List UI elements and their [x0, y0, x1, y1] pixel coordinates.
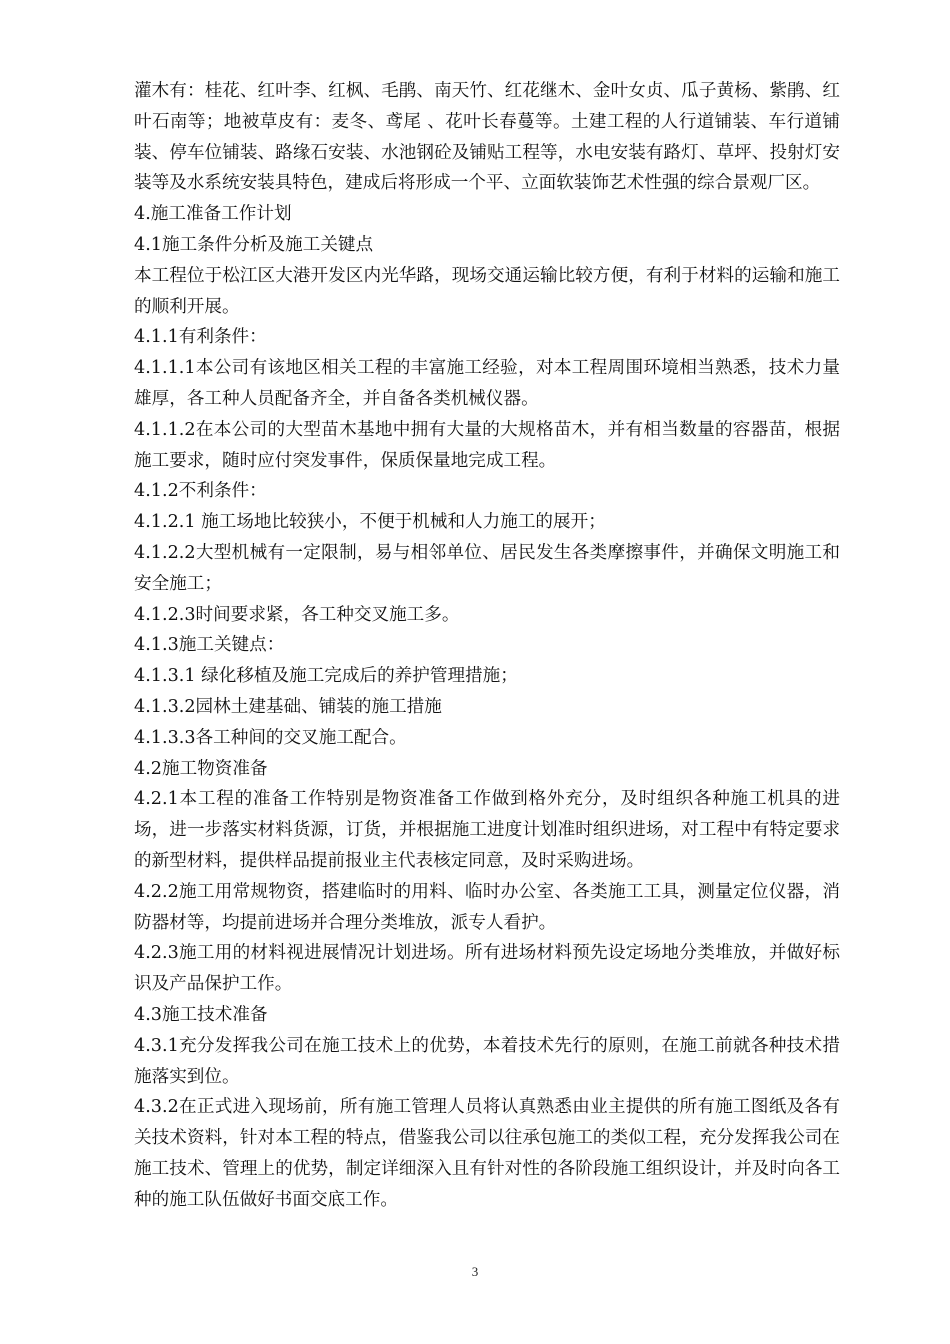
paragraph-4-1-2-1: 4.1.2.1 施工场地比较狭小，不便于机械和人力施工的展开； [134, 512, 606, 533]
paragraph-4-1-1-1: 4.1.1.1本公司有该地区相关工程的丰富施工经验，对本工程周围环境相当熟悉，技术力量雄厚，各工种人员配备齐全，并自备各类机械仪器。 [134, 358, 840, 409]
paragraph-4-2-1: 4.2.1本工程的准备工作特别是物资准备工作做到格外充分，及时组织各种施工机具的进场，进一步落实材料货源，订货，并根据施工进度计划准时组织进场，对工程中有特定要求的新型材料，提供样品提前报业主代表核定同意，及时采购进场。 [134, 789, 840, 871]
heading-4-1-3: 4.1.3施工关键点： [134, 635, 285, 656]
paragraph-4-1-1-2: 4.1.1.2在本公司的大型苗木基地中拥有大量的大规格苗木，并有相当数量的容器苗，根据施工要求，随时应付突发事件，保质保量地完成工程。 [134, 419, 840, 471]
paragraph-4-1-2-3: 4.1.2.3时间要求紧，各工种交叉施工多。 [134, 604, 460, 625]
paragraph-4-2-2: 4.2.2施工用常规物资，搭建临时的用料、临时办公室、各类施工工具，测量定位仪器，消防器材等，均提前进场并合理分类堆放，派专人看护。 [134, 881, 840, 933]
heading-4-1-2: 4.1.2不利条件： [134, 481, 267, 502]
heading-4-1-1: 4.1.1有利条件： [134, 327, 267, 348]
paragraph-4-1-3-3: 4.1.3.3各工种间的交叉施工配合。 [134, 727, 407, 748]
page-number: 3 [471, 1264, 479, 1279]
paragraph-4-2-3: 4.2.3施工用的材料视进展情况计划进场。所有进场材料预先设定场地分类堆放，并做好标识及产品保护工作。 [134, 943, 840, 995]
document-body [134, 76, 840, 1215]
paragraph-4-3-1: 4.3.1充分发挥我公司在施工技术上的优势，本着技术先行的原则，在施工前就各种技术措施落实到位。 [134, 1035, 840, 1087]
heading-section-4-3: 4.3施工技术准备 [134, 1004, 268, 1025]
paragraph-4-1-2-2: 4.1.2.2大型机械有一定限制，易与相邻单位、居民发生各类摩擦事件，并确保文明施工和安全施工； [134, 542, 840, 594]
paragraph-plant-list: 灌木有：桂花、红叶李、红枫、毛鹃、南天竹、红花继木、金叶女贞、瓜子黄杨、紫鹃、红叶石南等；地被草皮有：麦冬、鸢尾 、花叶长春蔓等。土建工程的人行道铺装、车行道铺装、停车位铺装、路缘石安装、水池钢砼及铺贴工程等，水电安装有路灯、草坪、投射灯安装等及水系统安装具特色，建成后将形成一个平、立面软装饰艺术性强的综合景观厂区。 [134, 81, 840, 194]
paragraph-site-location: 本工程位于松江区大港开发区内光华路，现场交通运输比较方便，有利于材料的运输和施工的顺利开展。 [134, 265, 840, 317]
paragraph-4-1-3-2: 4.1.3.2园林土建基础、铺装的施工措施 [134, 696, 442, 717]
heading-section-4-2: 4.2施工物资准备 [134, 758, 268, 779]
paragraph-4-1-3-1: 4.1.3.1 绿化移植及施工完成后的养护管理措施； [134, 666, 518, 687]
heading-section-4: 4.施工准备工作计划 [134, 204, 292, 225]
paragraph-4-3-2: 4.3.2在正式进入现场前，所有施工管理人员将认真熟悉由业主提供的所有施工图纸及各有关技术资料，针对本工程的特点，借鉴我公司以往承包施工的类似工程，充分发挥我公司在施工技术、管理上的优势，制定详细深入且有针对性的各阶段施工组织设计，并及时向各工种的施工队伍做好书面交底工作。 [134, 1097, 840, 1210]
heading-section-4-1: 4.1施工条件分析及施工关键点 [134, 234, 374, 255]
